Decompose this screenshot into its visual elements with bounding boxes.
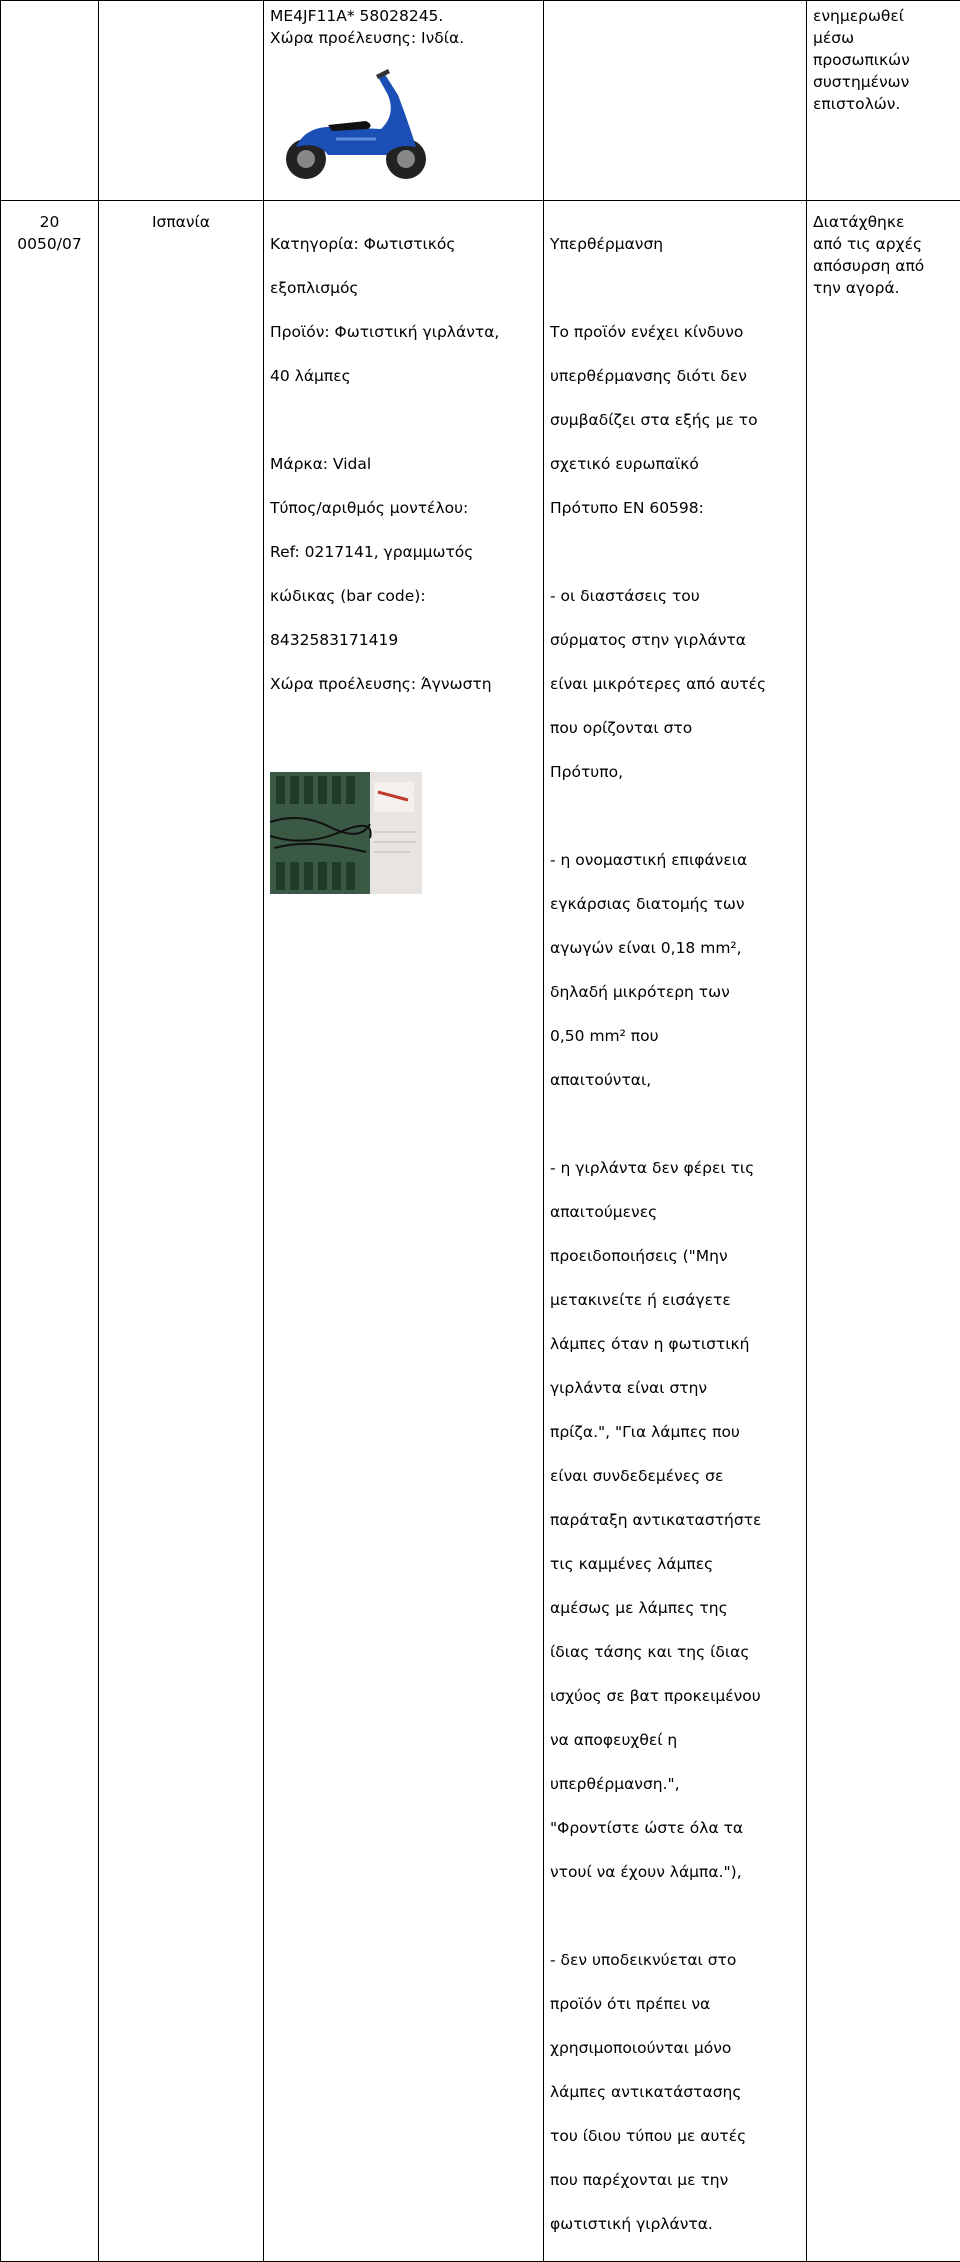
measures-line: μέσω xyxy=(813,27,954,49)
risk-line: Πρότυπο EN 60598: xyxy=(550,497,800,519)
risk-line: υπερθέρμανσης διότι δεν xyxy=(550,365,800,387)
risk-cell xyxy=(544,1,807,201)
risk-line: γιρλάντα είναι στην xyxy=(550,1377,800,1399)
risk-line: φωτιστική γιρλάντα. xyxy=(550,2213,800,2235)
risk-line: Πρότυπο, xyxy=(550,761,800,783)
risk-line: λάμπες όταν η φωτιστική xyxy=(550,1333,800,1355)
risk-line: λάμπες αντικατάστασης xyxy=(550,2081,800,2103)
risk-line: χρησιμοποιούνται μόνο xyxy=(550,2037,800,2059)
risk-line: να αποφευχθεί η xyxy=(550,1729,800,1751)
risk-line: είναι συνδεδεμένες σε xyxy=(550,1465,800,1487)
risk-line: προϊόν ότι πρέπει να xyxy=(550,1993,800,2015)
risk-line: αμέσως με λάμπες της xyxy=(550,1597,800,1619)
risk-line: τις καμμένες λάμπες xyxy=(550,1553,800,1575)
product-line: Τύπος/αριθμός μοντέλου: xyxy=(270,497,537,519)
measures-line: ενημερωθεί xyxy=(813,5,954,27)
measures-cell xyxy=(807,201,960,2262)
risk-line: "Φροντίστε ώστε όλα τα xyxy=(550,1817,800,1839)
product-cell xyxy=(264,1,544,201)
risk-line: 0,50 mm² που xyxy=(550,1025,800,1047)
risk-title xyxy=(550,211,800,277)
risk-line: σχετικό ευρωπαϊκό xyxy=(550,453,800,475)
risk-line: συμβαδίζει στα εξής με το xyxy=(550,409,800,431)
risk-line: ντουί να έχουν λάμπα."), xyxy=(550,1861,800,1883)
risk-line: αγωγών είναι 0,18 mm², xyxy=(550,937,800,959)
risk-item xyxy=(550,827,800,1113)
product-line: 8432583171419 xyxy=(270,629,537,651)
risk-line: που παρέχονται με την xyxy=(550,2169,800,2191)
risk-line: του ίδιου τύπου με αυτές xyxy=(550,2125,800,2147)
risk-line: - η ονομαστική επιφάνεια xyxy=(550,849,800,871)
risk-line: μετακινείτε ή εισάγετε xyxy=(550,1289,800,1311)
risk-line: δηλαδή μικρότερη των xyxy=(550,981,800,1003)
risk-line: πρίζα.", "Για λάμπες που xyxy=(550,1421,800,1443)
notification-number-cell xyxy=(1,1,99,201)
measures-line: από τις αρχές xyxy=(813,233,954,255)
product-line: Χώρα προέλευσης: Άγνωστη xyxy=(270,673,537,695)
risk-line: σύρματος στην γιρλάντα xyxy=(550,629,800,651)
product-details-block xyxy=(270,431,537,717)
product-category-block xyxy=(270,211,537,409)
risk-intro xyxy=(550,299,800,541)
risk-line: υπερθέρμανση.", xyxy=(550,1773,800,1795)
risk-line: ίδιας τάσης και της ίδιας xyxy=(550,1641,800,1663)
risk-item xyxy=(550,1135,800,1905)
product-line: Κατηγορία: Φωτιστικός xyxy=(270,233,537,255)
risk-line: Το προϊόν ενέχει κίνδυνο xyxy=(550,321,800,343)
risk-item xyxy=(550,1927,800,2257)
product-line: Προϊόν: Φωτιστική γιρλάντα, xyxy=(270,321,537,343)
product-line: 40 λάμπες xyxy=(270,365,537,387)
product-line: ME4JF11A* 58028245. xyxy=(270,5,537,27)
risk-line: - η γιρλάντα δεν φέρει τις xyxy=(550,1157,800,1179)
product-cell xyxy=(264,201,544,2262)
measures-cell xyxy=(807,1,960,201)
measures-line: Διατάχθηκε xyxy=(813,211,954,233)
risk-line: προειδοποιήσεις ("Μην xyxy=(550,1245,800,1267)
notification-number: 20 xyxy=(7,211,92,233)
risk-item xyxy=(550,563,800,805)
risk-line: - οι διαστάσεις του xyxy=(550,585,800,607)
product-line: Χώρα προέλευσης: Ινδία. xyxy=(270,27,537,49)
risk-cell xyxy=(544,201,807,2262)
measures-line: την αγορά. xyxy=(813,277,954,299)
measures-line: απόσυρση από xyxy=(813,255,954,277)
notification-number: 0050/07 xyxy=(7,233,92,255)
risk-line: που ορίζονται στο xyxy=(550,717,800,739)
light-garland-photo xyxy=(270,772,422,894)
notifying-country-cell xyxy=(99,1,264,201)
risk-line: - δεν υποδεικνύεται στο xyxy=(550,1949,800,1971)
table-row xyxy=(1,1,960,201)
risk-line: απαιτούμενες xyxy=(550,1201,800,1223)
measures-line: προσωπικών xyxy=(813,49,954,71)
scooter-photo xyxy=(266,55,446,185)
measures-line: συστημένων xyxy=(813,71,954,93)
product-line: Μάρκα: Vidal xyxy=(270,453,537,475)
product-line: κώδικας (bar code): xyxy=(270,585,537,607)
risk-line: είναι μικρότερες από αυτές xyxy=(550,673,800,695)
measures-line: επιστολών. xyxy=(813,93,954,115)
risk-line: παράταξη αντικαταστήστε xyxy=(550,1509,800,1531)
risk-line: ισχύος σε βατ προκειμένου xyxy=(550,1685,800,1707)
risk-line: απαιτούνται, xyxy=(550,1069,800,1091)
notification-number-cell xyxy=(1,201,99,2262)
risk-line: εγκάρσιας διατομής των xyxy=(550,893,800,915)
risk-line: Υπερθέρμανση xyxy=(550,233,800,255)
country-name: Ισπανία xyxy=(152,213,210,231)
notifying-country-cell xyxy=(99,201,264,2262)
product-line: εξοπλισμός xyxy=(270,277,537,299)
product-line: Ref: 0217141, γραμμωτός xyxy=(270,541,537,563)
table-row xyxy=(1,201,960,2262)
